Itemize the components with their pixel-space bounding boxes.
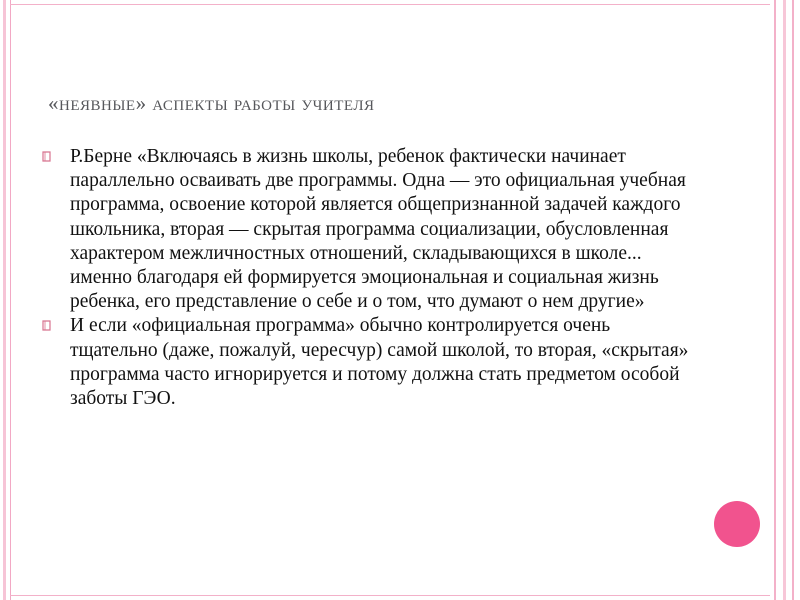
slide-body <box>42 145 702 411</box>
left-frame-border <box>0 0 11 600</box>
slide-title-text: «неявные» аспекты работы учителя <box>48 91 375 115</box>
right-frame-line <box>792 0 794 600</box>
top-frame-rule <box>10 4 770 5</box>
hollow-square-bullet-icon <box>42 151 52 163</box>
bullet-text: Р.Берне «Включаясь в жизнь школы, ребенок фактически начинает параллельно осваивать две программы. Одна — это официальная учебная программа, освоение которой является общепризнанной задачей каждого школьника, вторая — скрытая программа социализации, обусловленная характером межличностных отношений, складывающихся в школе... именно благодаря ей формируется эмоциональная и социальная жизнь ребенка, его представление о себе и о том, что думают о нем другие» <box>70 146 686 313</box>
right-frame-line <box>783 0 786 600</box>
right-frame-line <box>774 0 776 600</box>
bullet-item <box>42 314 702 411</box>
slide-title <box>48 91 748 116</box>
hollow-square-bullet-icon <box>42 320 52 332</box>
right-frame-border <box>770 0 800 600</box>
bottom-frame-rule <box>10 595 770 596</box>
pink-circle-icon <box>714 501 760 547</box>
bullet-item <box>42 145 702 314</box>
bullet-text: И если «официальная программа» обычно контролируется очень тщательно (даже, пожалуй, чересчур) самой школой, то вторая, «скрытая» программа часто игнорируется и потому должна стать предметом особой заботы ГЭО. <box>70 315 689 410</box>
